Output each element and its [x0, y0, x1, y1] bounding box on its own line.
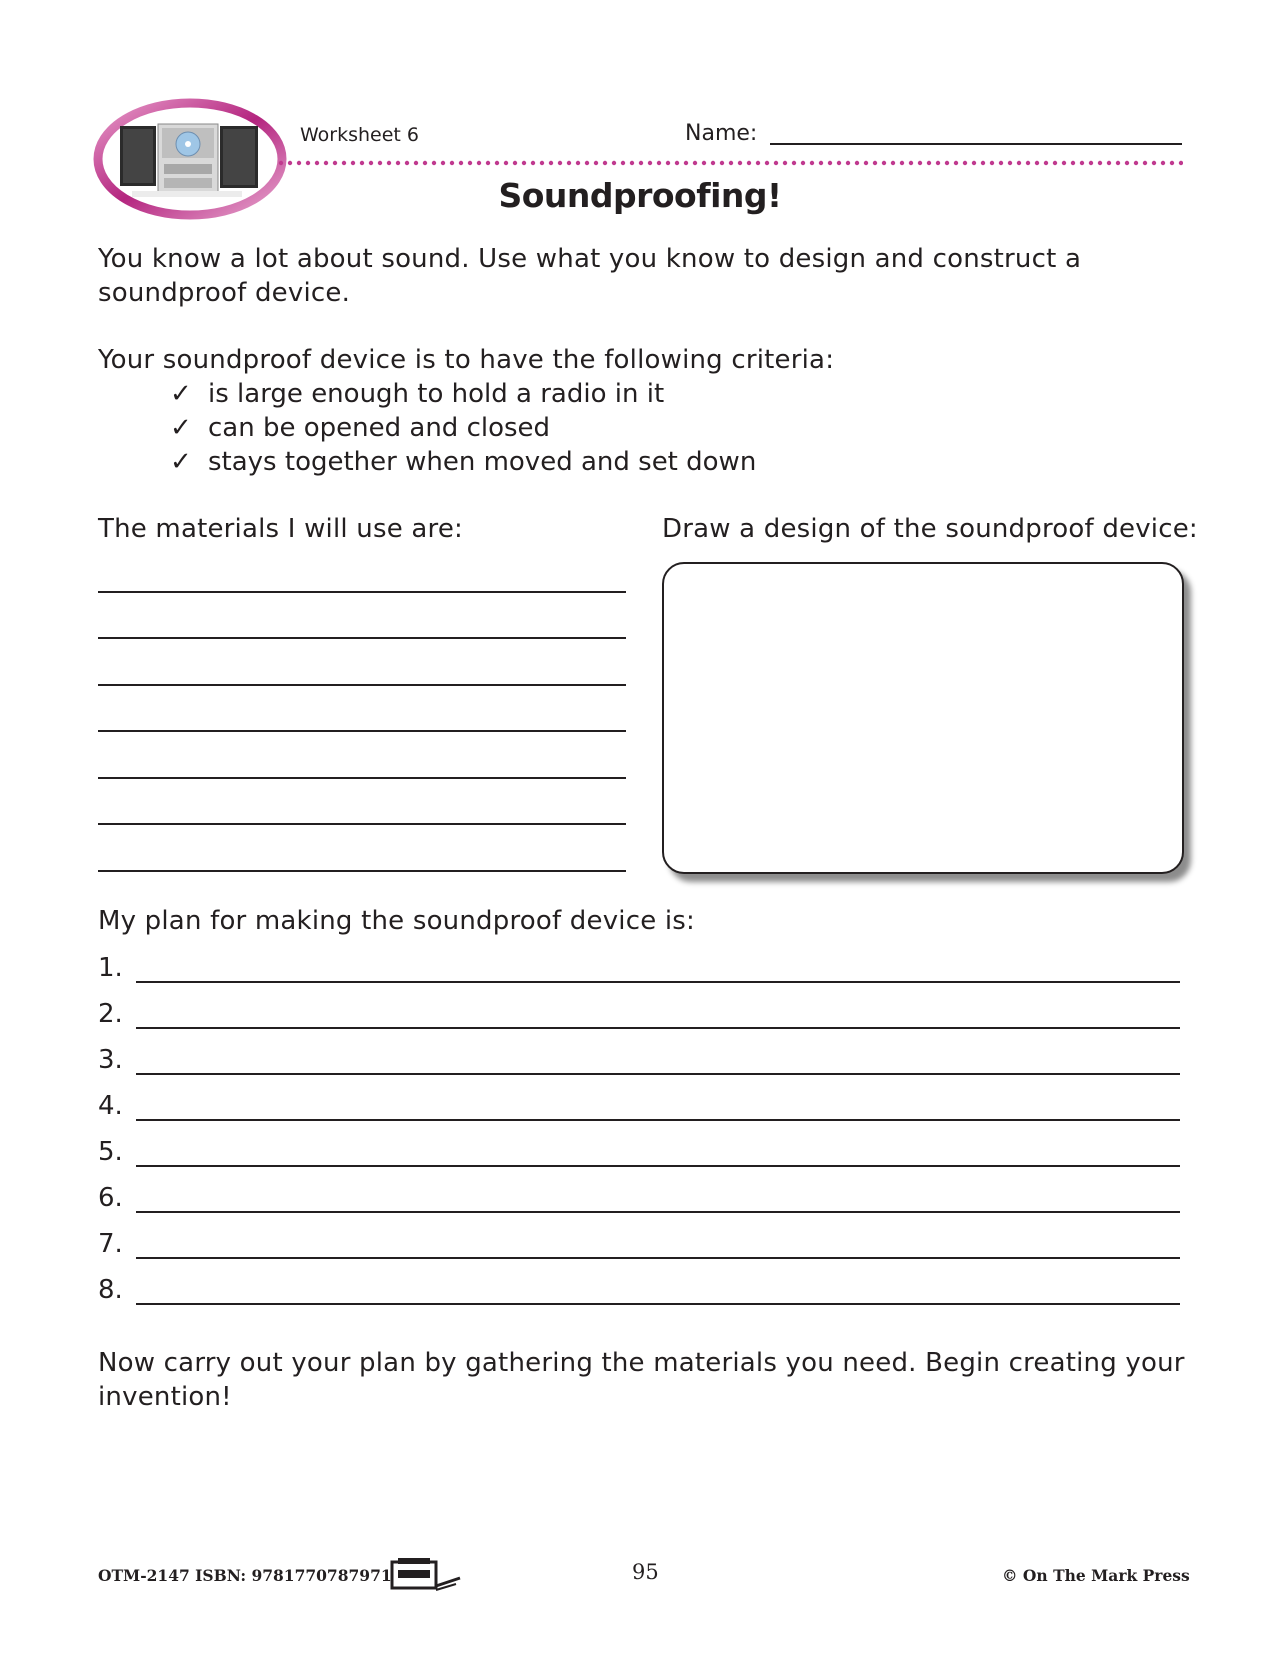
plan-step-number: 8.	[98, 1275, 123, 1305]
draw-label: Draw a design of the soundproof device:	[662, 514, 1198, 544]
criteria-item	[170, 445, 756, 479]
stereo-system-icon	[92, 96, 288, 222]
plan-step-line[interactable]	[136, 981, 1180, 983]
plan-step-number: 3.	[98, 1045, 123, 1075]
materials-line[interactable]	[98, 777, 626, 779]
checkmark-icon: ✓	[170, 413, 192, 443]
plan-step-line[interactable]	[136, 1073, 1180, 1075]
plan-step-line[interactable]	[136, 1257, 1180, 1259]
criteria-item	[170, 411, 550, 445]
criteria-item-text: can be opened and closed	[208, 413, 551, 443]
materials-line[interactable]	[98, 870, 626, 872]
page-number: 95	[632, 1560, 659, 1584]
plan-step-line[interactable]	[136, 1119, 1180, 1121]
dotted-divider	[278, 160, 1183, 166]
plan-label: My plan for making the soundproof device is:	[98, 906, 695, 936]
materials-line[interactable]	[98, 637, 626, 639]
design-drawing-box[interactable]	[662, 562, 1184, 874]
plan-step-number: 4.	[98, 1091, 123, 1121]
closing-text: Now carry out your plan by gathering the materials you need. Begin creating your invention!	[98, 1348, 1185, 1412]
plan-step-number: 7.	[98, 1229, 123, 1259]
name-field[interactable]	[770, 143, 1182, 145]
materials-line[interactable]	[98, 823, 626, 825]
plan-step-line[interactable]	[136, 1027, 1180, 1029]
plan-step-line[interactable]	[136, 1211, 1180, 1213]
plan-step-number: 5.	[98, 1137, 123, 1167]
intro-text: You know a lot about sound. Use what you know to design and construct a soundproof device.	[98, 244, 1082, 308]
criteria-intro: Your soundproof device is to have the following criteria:	[98, 345, 835, 375]
plan-step-number: 2.	[98, 999, 123, 1029]
plan-step-number: 1.	[98, 953, 123, 983]
criteria-item-text: is large enough to hold a radio in it	[208, 379, 665, 409]
criteria-item	[170, 377, 664, 411]
criteria-item-text: stays together when moved and set down	[208, 447, 757, 477]
copyright-label: © On The Mark Press	[1002, 1566, 1190, 1585]
materials-line[interactable]	[98, 591, 626, 593]
page-title: Soundproofing!	[498, 176, 782, 215]
plan-step-number: 6.	[98, 1183, 123, 1213]
materials-line[interactable]	[98, 684, 626, 686]
checkmark-icon: ✓	[170, 447, 192, 477]
printing-press-icon	[390, 1556, 462, 1592]
materials-label: The materials I will use are:	[98, 514, 463, 544]
checkmark-icon: ✓	[170, 379, 192, 409]
plan-step-line[interactable]	[136, 1303, 1180, 1305]
name-label: Name:	[685, 121, 758, 146]
materials-line[interactable]	[98, 730, 626, 732]
worksheet-label: Worksheet 6	[300, 124, 420, 146]
isbn-label: OTM-2147 ISBN: 9781770787971	[98, 1566, 392, 1585]
plan-step-line[interactable]	[136, 1165, 1180, 1167]
